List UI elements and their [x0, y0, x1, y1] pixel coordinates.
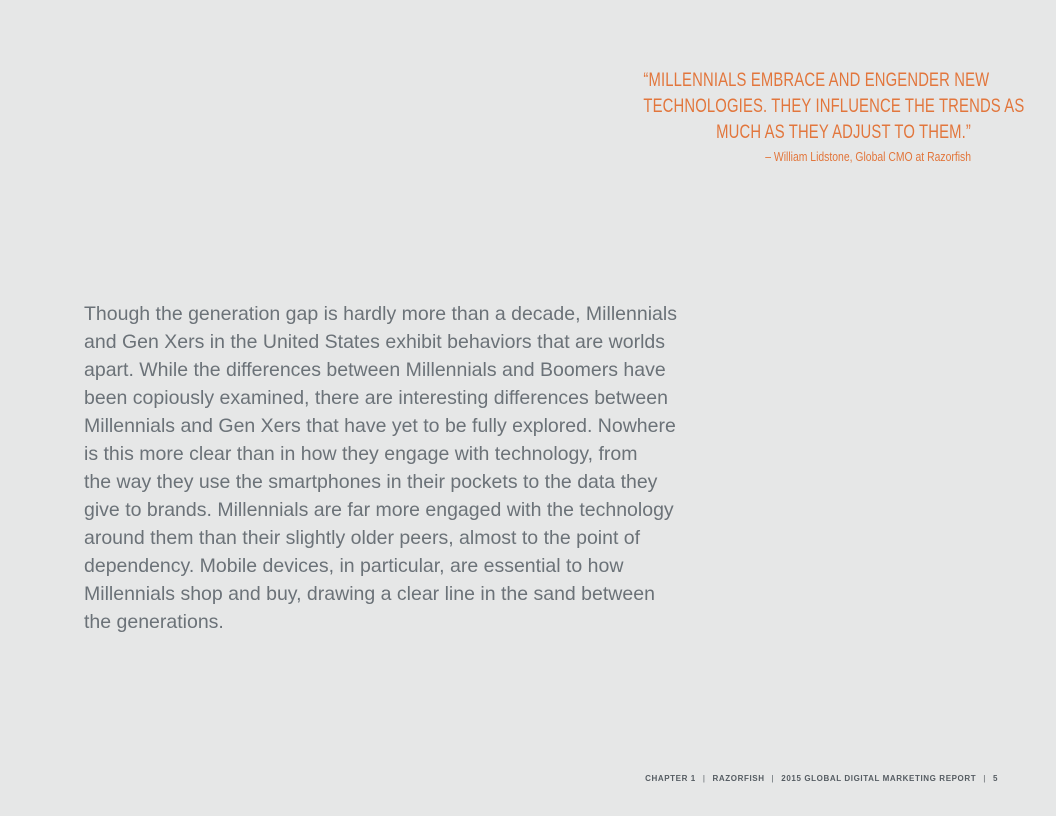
quote-attribution: – William Lidstone, Global CMO at Razorfish [765, 149, 971, 164]
page-number: 5 [992, 774, 998, 783]
footer-separator: | [983, 774, 986, 783]
footer-chapter: CHAPTER 1 [645, 774, 696, 783]
body-line: the generations. [84, 611, 224, 633]
footer-company: RAZORFISH [712, 774, 765, 783]
quote-line: MUCH AS THEY ADJUST TO THEM.” [716, 122, 971, 143]
body-line: apart. While the differences between Millennials and Boomers have [84, 359, 666, 381]
footer-separator: | [702, 774, 706, 783]
body-line: Millennials shop and buy, drawing a clear line in the sand between [84, 583, 655, 605]
page-footer [645, 774, 998, 783]
pull-quote [551, 68, 1025, 168]
body-line: Millennials and Gen Xers that have yet to be fully explored. Nowhere [84, 415, 676, 437]
body-line: the way they use the smartphones in their pockets to the data they [84, 471, 658, 493]
quote-line: TECHNOLOGIES. THEY INFLUENCE THE TRENDS AS [643, 96, 1025, 117]
body-line: Though the generation gap is hardly more than a decade, Millennials [84, 303, 677, 325]
footer-separator: | [771, 774, 775, 783]
body-line: and Gen Xers in the United States exhibit behaviors that are worlds [84, 331, 665, 353]
body-paragraph [84, 300, 724, 636]
quote-line: “MILLENNIALS EMBRACE AND ENGENDER NEW [643, 70, 990, 91]
footer-report-title: 2015 GLOBAL DIGITAL MARKETING REPORT [781, 774, 977, 783]
body-line: around them than their slightly older peers, almost to the point of [84, 527, 641, 549]
body-line: is this more clear than in how they engage with technology, from [84, 443, 638, 465]
body-line: dependency. Mobile devices, in particular, are essential to how [84, 555, 624, 577]
body-line: give to brands. Millennials are far more engaged with the technology [84, 499, 674, 521]
body-line: been copiously examined, there are interesting differences between [84, 387, 668, 409]
